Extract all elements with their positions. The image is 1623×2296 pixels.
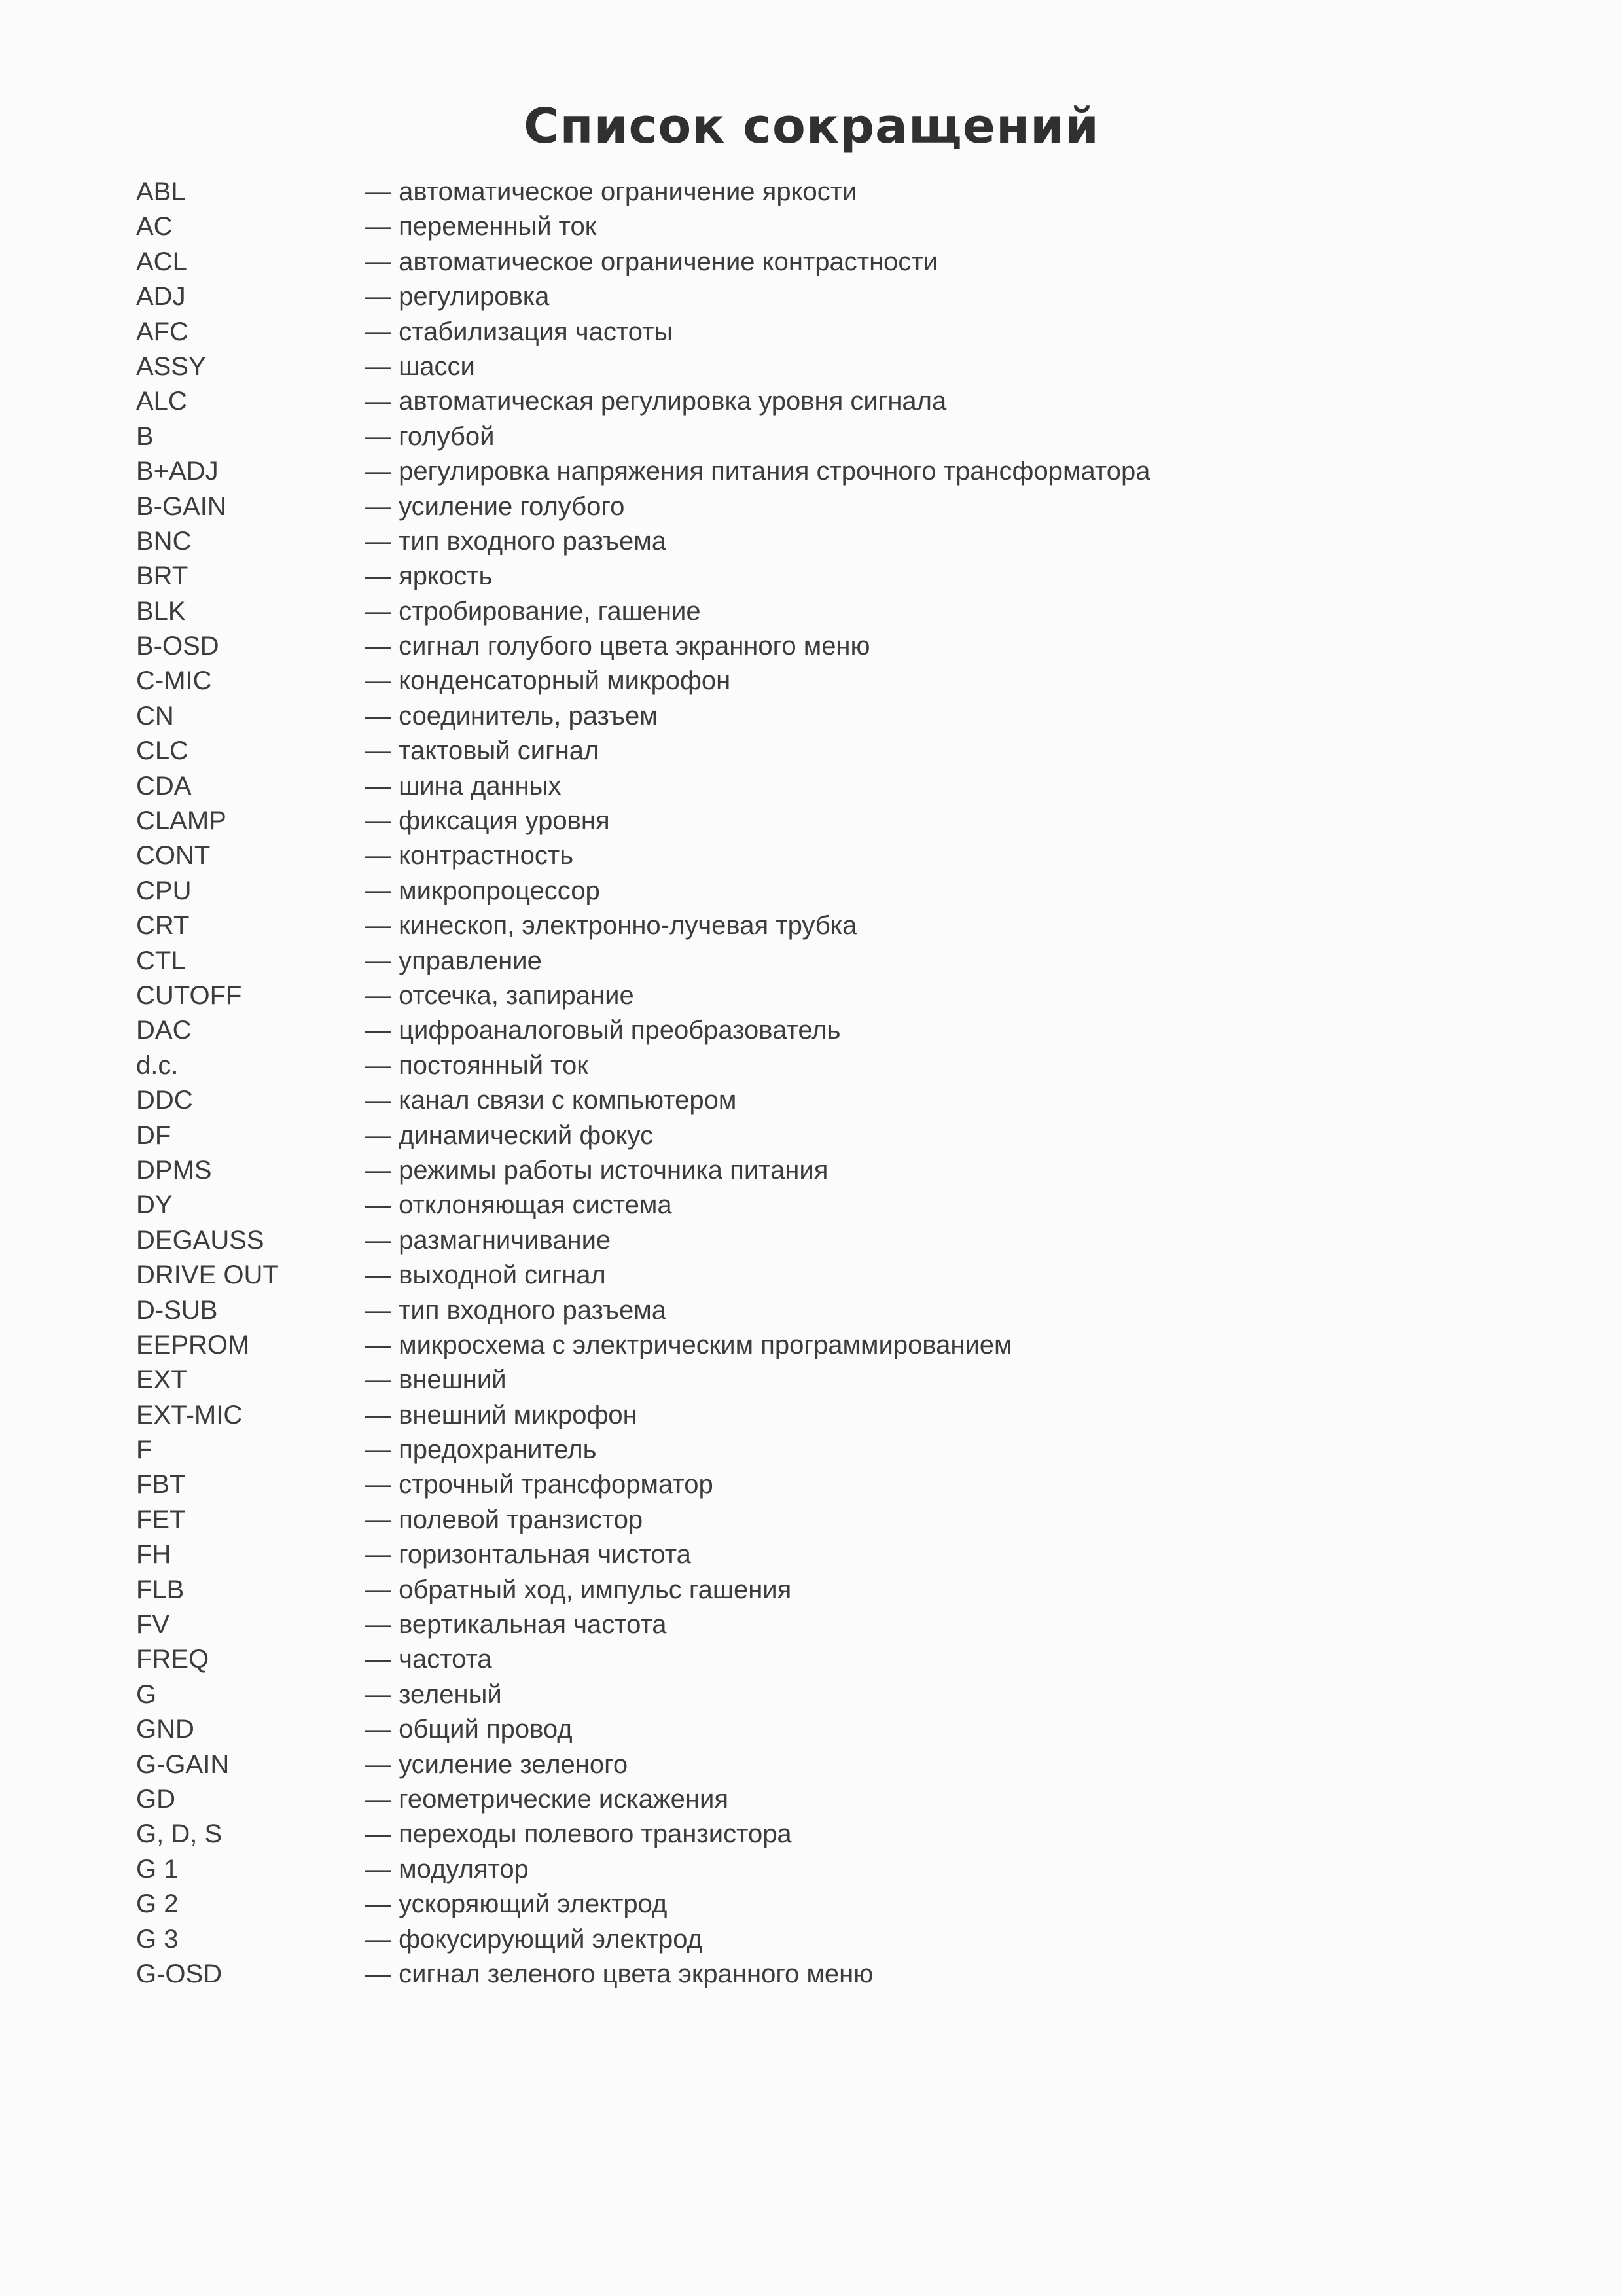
abbreviation-definition: — стробирование, гашение (365, 596, 701, 626)
abbreviation-row (136, 838, 1543, 873)
abbreviation-definition: — зеленый (365, 1679, 502, 1709)
abbreviation-row (136, 524, 1543, 559)
abbreviation-definition: — автоматическое ограничение яркости (365, 177, 857, 206)
abbreviation-row (136, 1049, 1543, 1083)
abbreviation-row (136, 490, 1543, 524)
abbreviation-term: G 3 (136, 1924, 179, 1954)
abbreviation-term: ALC (136, 387, 187, 416)
abbreviation-definition: — соединитель, разъем (365, 701, 658, 730)
abbreviation-term: EXT (136, 1365, 187, 1395)
abbreviation-row (136, 1153, 1543, 1188)
abbreviation-definition: — контрастность (365, 841, 574, 870)
abbreviation-term: G-GAIN (136, 1749, 230, 1779)
abbreviation-term: ACL (136, 247, 187, 276)
abbreviation-row (136, 804, 1543, 838)
abbreviation-term: CDA (136, 771, 192, 800)
abbreviation-row (136, 1677, 1543, 1712)
abbreviation-row (136, 175, 1543, 209)
abbreviation-term: CN (136, 701, 174, 730)
abbreviation-definition: — тип входного разъема (365, 1295, 666, 1325)
abbreviation-term: BRT (136, 562, 188, 591)
abbreviation-row (136, 559, 1543, 594)
abbreviation-row (136, 1467, 1543, 1502)
abbreviation-row (136, 874, 1543, 908)
abbreviation-term: DY (136, 1191, 173, 1220)
abbreviation-definition: — внешний (365, 1365, 507, 1395)
abbreviation-term: B (136, 422, 154, 451)
abbreviation-definition: — режимы работы источника питания (365, 1155, 829, 1185)
abbreviation-definition: — сигнал зеленого цвета экранного меню (365, 1959, 874, 1988)
abbreviation-term: CRT (136, 911, 190, 941)
abbreviation-term: DRIVE OUT (136, 1261, 279, 1290)
abbreviation-definition: — канал связи с компьютером (365, 1086, 737, 1115)
abbreviation-term: d.c. (136, 1050, 179, 1080)
abbreviation-definition: — динамический фокус (365, 1121, 654, 1150)
abbreviation-row (136, 1922, 1543, 1957)
abbreviation-definition: — регулировка (365, 282, 550, 312)
abbreviation-row (136, 384, 1543, 419)
abbreviation-definition: — отсечка, запирание (365, 980, 634, 1010)
abbreviation-term: FLB (136, 1575, 185, 1604)
abbreviation-row (136, 769, 1543, 804)
abbreviation-definition: — частота (365, 1645, 492, 1674)
abbreviation-definition: — кинескоп, электронно-лучевая трубка (365, 911, 857, 941)
abbreviation-definition: — усиление зеленого (365, 1749, 628, 1779)
abbreviation-term: EEPROM (136, 1330, 250, 1359)
abbreviation-list (136, 175, 1543, 1992)
abbreviation-term: F (136, 1435, 152, 1465)
abbreviation-term: G-OSD (136, 1959, 223, 1988)
abbreviation-row (136, 1188, 1543, 1223)
abbreviation-row (136, 1887, 1543, 1922)
abbreviation-definition: — микросхема с электрическим программированием (365, 1330, 1012, 1359)
abbreviation-row (136, 978, 1543, 1013)
abbreviation-term: C-MIC (136, 666, 212, 696)
abbreviation-definition: — конденсаторный микрофон (365, 666, 731, 696)
abbreviation-definition: — строчный трансформатор (365, 1470, 713, 1499)
abbreviation-definition: — яркость (365, 562, 493, 591)
abbreviation-definition: — автоматическая регулировка уровня сигнала (365, 387, 947, 416)
abbreviation-term: FBT (136, 1470, 186, 1499)
abbreviation-term: G 2 (136, 1890, 179, 1919)
abbreviation-definition: — голубой (365, 422, 495, 451)
abbreviation-term: GD (136, 1784, 175, 1814)
abbreviation-definition: — шасси (365, 351, 475, 381)
abbreviation-term: CLAMP (136, 806, 226, 836)
abbreviation-row (136, 944, 1543, 978)
abbreviation-term: AC (136, 212, 173, 242)
abbreviation-term: FH (136, 1540, 171, 1570)
abbreviation-term: FET (136, 1505, 186, 1534)
abbreviation-term: G (136, 1679, 157, 1709)
abbreviation-row (136, 209, 1543, 244)
abbreviation-row (136, 1433, 1543, 1467)
abbreviation-term: DF (136, 1121, 171, 1150)
abbreviation-row (136, 1013, 1543, 1048)
abbreviation-definition: — сигнал голубого цвета экранного меню (365, 632, 870, 661)
abbreviation-term: GND (136, 1715, 194, 1744)
abbreviation-term: BNC (136, 526, 192, 556)
abbreviation-definition: — переходы полевого транзистора (365, 1820, 792, 1849)
abbreviation-definition: — тип входного разъема (365, 526, 666, 556)
abbreviation-row (136, 1398, 1543, 1433)
abbreviation-definition: — тактовый сигнал (365, 736, 599, 766)
abbreviation-definition: — вертикальная частота (365, 1610, 667, 1640)
abbreviation-row (136, 594, 1543, 629)
abbreviation-definition: — размагничивание (365, 1225, 611, 1255)
abbreviation-definition: — внешний микрофон (365, 1400, 637, 1429)
abbreviation-definition: — обратный ход, импульс гашения (365, 1575, 792, 1604)
abbreviation-row (136, 908, 1543, 943)
abbreviation-definition: — ускоряющий электрод (365, 1890, 668, 1919)
abbreviation-row (136, 1293, 1543, 1328)
abbreviation-term: FV (136, 1610, 170, 1640)
abbreviation-row (136, 1363, 1543, 1397)
abbreviation-term: D-SUB (136, 1295, 218, 1325)
abbreviation-definition: — выходной сигнал (365, 1261, 606, 1290)
abbreviation-term: DPMS (136, 1155, 212, 1185)
abbreviation-row (136, 1817, 1543, 1852)
abbreviation-definition: — отклоняющая система (365, 1191, 672, 1220)
abbreviation-definition: — предохранитель (365, 1435, 597, 1465)
abbreviation-term: DEGAUSS (136, 1225, 264, 1255)
page-title: Список сокращений (524, 98, 1099, 154)
abbreviation-definition: — полевой транзистор (365, 1505, 643, 1534)
abbreviation-definition: — управление (365, 946, 542, 975)
abbreviation-term: DAC (136, 1016, 192, 1045)
abbreviation-term: CPU (136, 876, 192, 905)
abbreviation-row (136, 245, 1543, 279)
abbreviation-row (136, 420, 1543, 454)
abbreviation-term: FREQ (136, 1645, 209, 1674)
abbreviation-row (136, 1258, 1543, 1293)
abbreviation-row (136, 350, 1543, 384)
abbreviation-term: ABL (136, 177, 186, 206)
abbreviation-row (136, 734, 1543, 768)
abbreviation-term: B-GAIN (136, 492, 226, 521)
abbreviation-row (136, 1782, 1543, 1817)
abbreviation-row (136, 699, 1543, 734)
abbreviation-row (136, 664, 1543, 698)
abbreviation-term: G 1 (136, 1854, 179, 1884)
abbreviation-definition: — регулировка напряжения питания строчного трансформатора (365, 457, 1150, 486)
abbreviation-term: ASSY (136, 351, 206, 381)
abbreviation-row (136, 1607, 1543, 1642)
abbreviation-definition: — микропроцессор (365, 876, 600, 905)
abbreviation-term: CONT (136, 841, 211, 870)
abbreviation-term: G, D, S (136, 1820, 223, 1849)
abbreviation-row (136, 1957, 1543, 1992)
abbreviation-row (136, 279, 1543, 314)
abbreviation-row (136, 1573, 1543, 1607)
abbreviation-definition: — цифроаналоговый преобразователь (365, 1016, 841, 1045)
abbreviation-row (136, 1712, 1543, 1747)
abbreviation-term: DDC (136, 1086, 193, 1115)
abbreviation-term: EXT-MIC (136, 1400, 243, 1429)
abbreviation-row (136, 1852, 1543, 1887)
abbreviation-term: B+ADJ (136, 457, 219, 486)
abbreviation-row (136, 1083, 1543, 1118)
abbreviation-definition: — геометрические искажения (365, 1784, 728, 1814)
abbreviation-term: CTL (136, 946, 186, 975)
abbreviation-definition: — фокусирующий электрод (365, 1924, 702, 1954)
abbreviation-row (136, 1119, 1543, 1153)
abbreviation-row (136, 1328, 1543, 1363)
abbreviation-row (136, 454, 1543, 489)
abbreviation-definition: — общий провод (365, 1715, 573, 1744)
abbreviation-row (136, 1748, 1543, 1782)
abbreviation-definition: — горизонтальная чистота (365, 1540, 691, 1570)
abbreviation-term: B-OSD (136, 632, 219, 661)
abbreviation-row (136, 1537, 1543, 1572)
abbreviation-row (136, 1503, 1543, 1537)
abbreviation-definition: — модулятор (365, 1854, 529, 1884)
abbreviation-row (136, 315, 1543, 350)
abbreviation-definition: — переменный ток (365, 212, 597, 242)
abbreviation-term: ADJ (136, 282, 186, 312)
abbreviation-definition: — автоматическое ограничение контрастности (365, 247, 938, 276)
abbreviation-term: BLK (136, 596, 186, 626)
abbreviation-term: CUTOFF (136, 980, 242, 1010)
abbreviation-definition: — стабилизация частоты (365, 317, 673, 346)
abbreviation-definition: — усиление голубого (365, 492, 625, 521)
abbreviation-definition: — фиксация уровня (365, 806, 610, 836)
abbreviation-row (136, 1642, 1543, 1677)
abbreviation-definition: — постоянный ток (365, 1050, 588, 1080)
abbreviation-row (136, 1223, 1543, 1258)
abbreviation-term: CLC (136, 736, 189, 766)
abbreviation-definition: — шина данных (365, 771, 562, 800)
abbreviation-term: AFC (136, 317, 188, 346)
abbreviation-row (136, 629, 1543, 664)
